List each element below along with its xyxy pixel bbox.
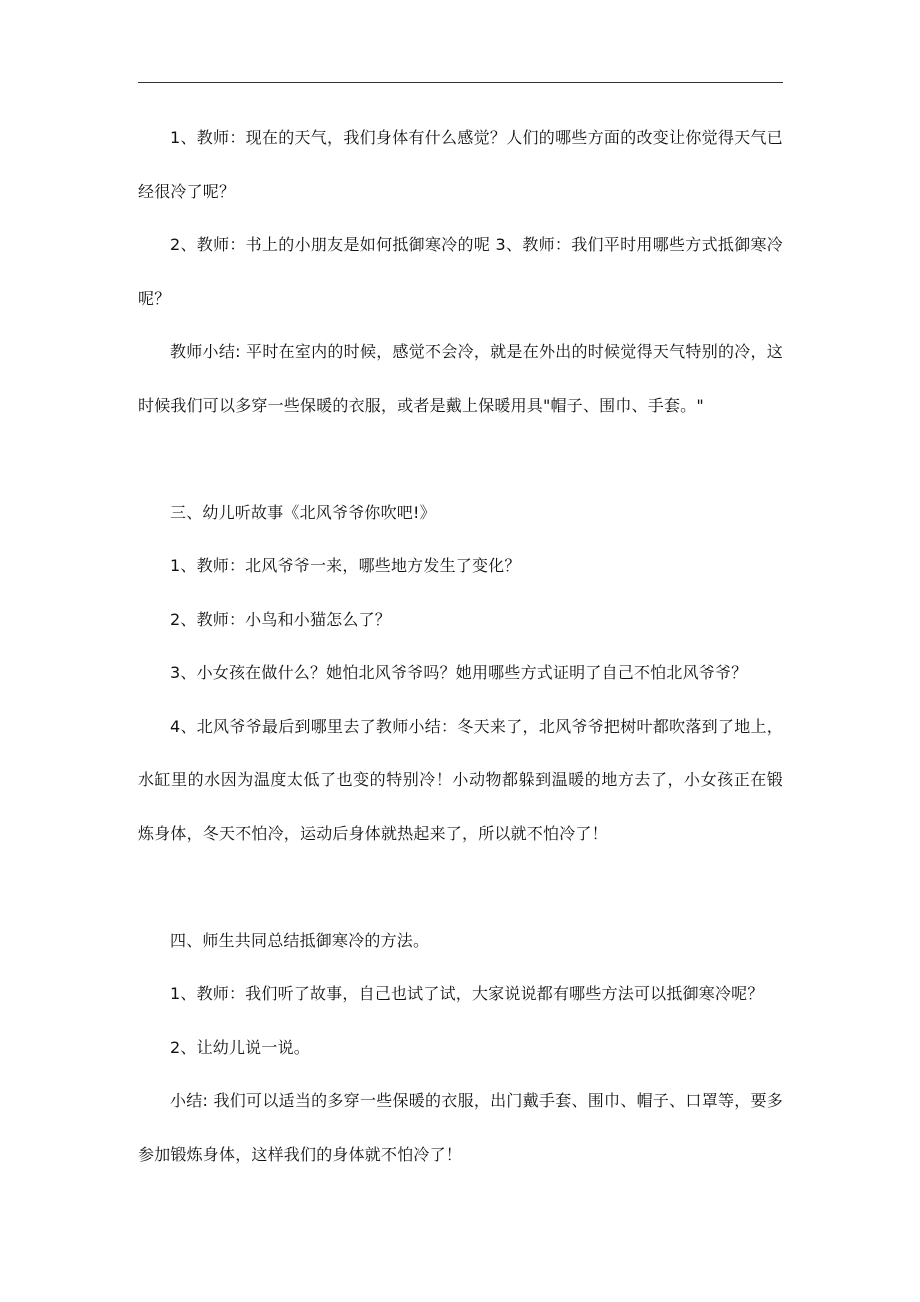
- section-heading-4: 四、师生共同总结抵御寒冷的方法。: [170, 930, 430, 950]
- section-heading-3: 三、幼儿听故事《北风爷爷你吹吧!》: [170, 502, 436, 522]
- document-body: [138, 111, 783, 1181]
- header-rule: [138, 82, 783, 83]
- paragraph-8: 1、教师：我们听了故事，自己也试了试，大家说说都有哪些方法可以抵御寒冷呢？: [170, 984, 764, 1003]
- section-gap: [138, 432, 783, 486]
- paragraph-10: 小结: 我们可以适当的多穿一些保暖的衣服，出门戴手套、围巾、帽子、口罩等，要多参加锻炼身体，这样我们的身体就不怕冷了！: [138, 1091, 783, 1164]
- paragraph-3: 教师小结: 平时在室内的时候，感觉不会冷，就是在外出的时候觉得天气特别的冷，这时候我们可以多穿一些保暖的衣服，或者是戴上保暖用具"帽子、围巾、手套。": [138, 342, 783, 415]
- paragraph-5: 2、教师：小鸟和小猫怎么了？: [170, 609, 391, 629]
- paragraph-6: 3、小女孩在做什么？她怕北风爷爷吗？她用哪些方式证明了自己不怕北风爷爷？: [170, 663, 748, 682]
- paragraph-2: 2、教师：书上的小朋友是如何抵御寒冷的呢 3、教师：我们平时用哪些方式抵御寒冷呢？: [138, 235, 783, 308]
- paragraph-7: 4、北风爷爷最后到哪里去了教师小结：冬天来了，北风爷爷把树叶都吹落到了地上，水缸里的水因为温度太低了也变的特别冷！小动物都躲到温暖的地方去了，小女孩正在锻炼身体，冬天不怕冷，运动后身体就热起来了，所以就不怕冷了！: [138, 716, 783, 843]
- section-gap: [138, 860, 783, 914]
- paragraph-9: 2、让幼儿说一说。: [170, 1037, 310, 1057]
- paragraph-1: 1、教师：现在的天气，我们身体有什么感觉？人们的哪些方面的改变让你觉得天气已经很冷了呢？: [138, 128, 783, 201]
- paragraph-4: 1、教师：北风爷爷一来，哪些地方发生了变化？: [170, 556, 521, 575]
